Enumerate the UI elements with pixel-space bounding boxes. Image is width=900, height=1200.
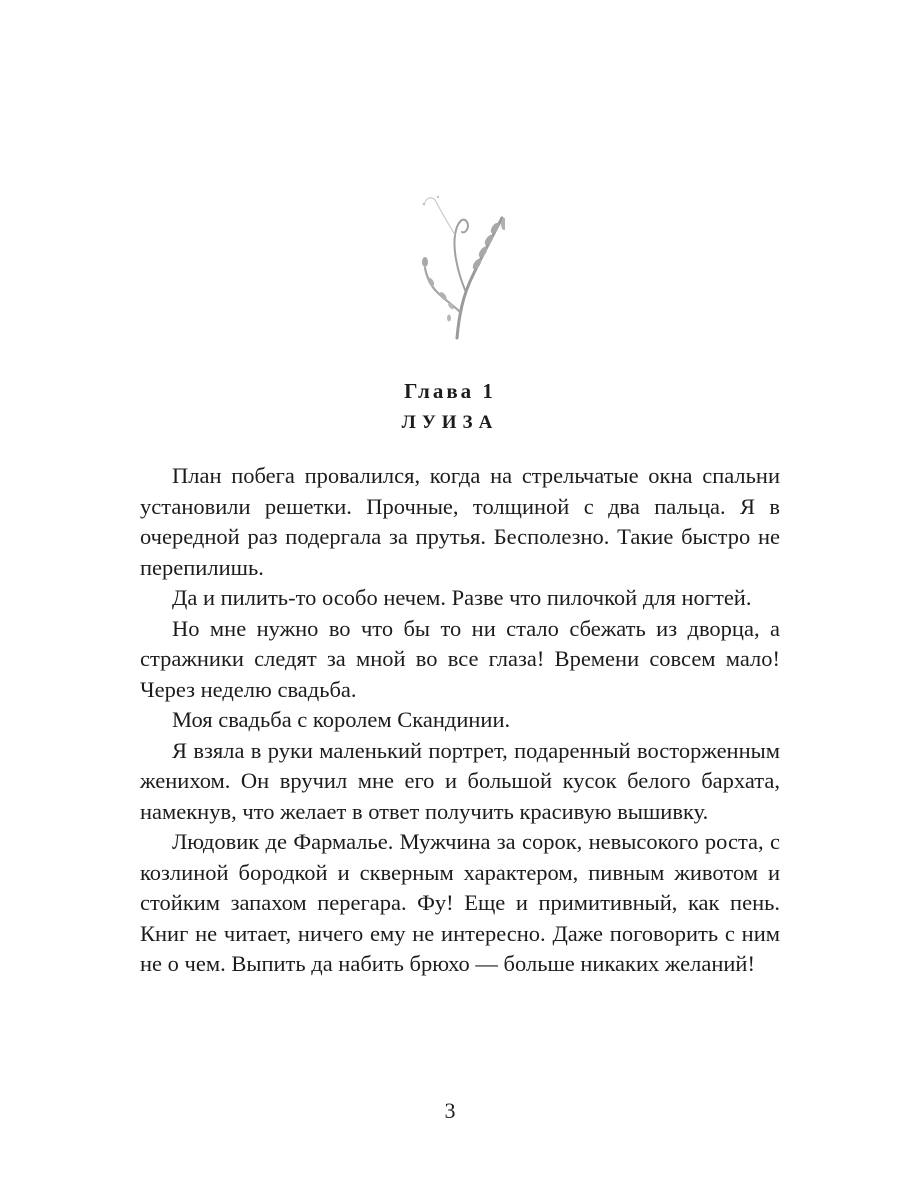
chapter-body	[140, 461, 780, 980]
chapter-title: ЛУИЗА	[401, 412, 499, 433]
paragraph: План побега провалился, когда на стрельчатые окна спальни установили решетки. Прочные, толщиной с два пальца. Я в очередной раз подергала за прутья. Бесполезно. Такие быстро не перепилишь.	[140, 463, 780, 580]
page-number: 3	[444, 1098, 456, 1123]
paragraph: Я взяла в руки маленький портрет, подаренный восторженным женихом. Он вручил мне его и большой кусок белого бархата, намекнув, что желает в ответ получить красивую вышивку.	[140, 737, 780, 824]
paragraph: Да и пилить-то особо нечем. Разве что пилочкой для ногтей.	[172, 585, 752, 610]
paragraph: Но мне нужно во что бы то ни стало сбежать из дворца, а стражники следят за мной во все глаза! Времени совсем мало! Через неделю свадьба.	[140, 615, 780, 702]
chapter-label: Глава 1	[404, 379, 496, 403]
botanical-sprig-icon	[405, 190, 505, 340]
paragraph: Людовик де Фармалье. Мужчина за сорок, невысокого роста, с козлиной бородкой и скверным характером, пивным животом и стойким запахом перегара. Фу! Еще и примитивный, как пень. Книг не читает, ничего ему не интересно. Даже поговорить с ним не о чем. Выпить да набить брюхо — больше никаких желаний!	[140, 829, 780, 976]
paragraph: Моя свадьба с королем Скандинии.	[172, 707, 511, 732]
